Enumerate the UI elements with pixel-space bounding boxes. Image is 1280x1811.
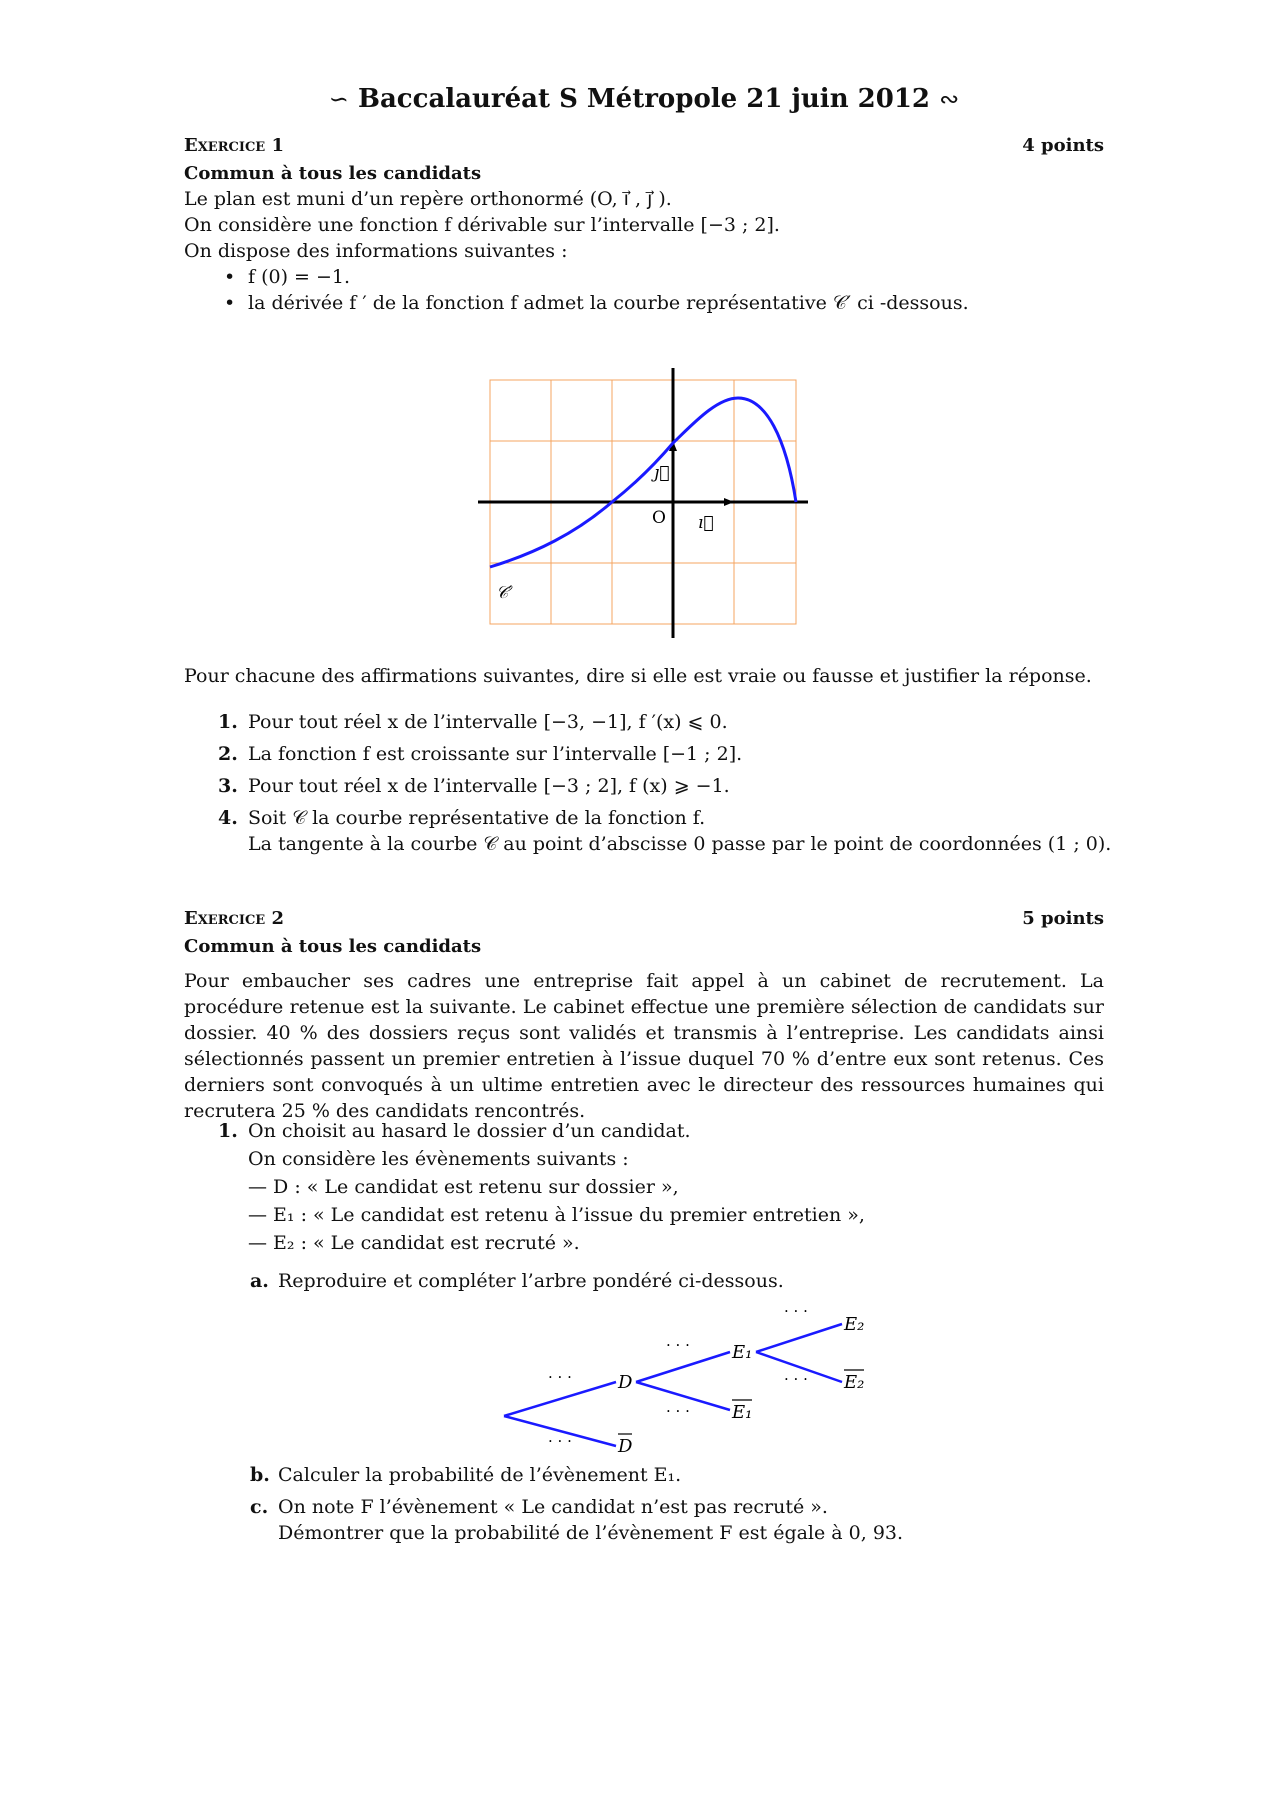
title-text: Baccalauréat S Métropole 21 juin 2012 [357,84,931,114]
node-E1bar: E₁ [732,1402,753,1423]
exercise1-audience: Commun à tous les candidats [184,163,482,184]
page-title [184,86,1104,112]
question-4-continued: La tangente à la courbe 𝒞 au point d’abscisse 0 passe par le point de coordonnées (1 ; 0). [248,833,1112,855]
weight-D-E1bar: · · · [666,1402,690,1420]
intro-line-1: Le plan est muni d’un repère orthonormé (O, i⃗ , j⃗ ). [184,188,672,210]
node-E2bar: E₂ [844,1372,865,1393]
exercise2-header [184,906,1104,960]
question-item: 3. Pour tout réel x de l’intervalle [−3 ; 2], f (x) ⩾ −1. [218,775,730,797]
question-item: 1. On choisit au hasard le dossier d’un candidat. [218,1120,691,1142]
event-item: — E₁ : « Le candidat est retenu à l’issue du premier entretien », [248,1204,865,1226]
subquestion-a: a. Reproduire et compléter l’arbre pondéré ci-dessous. [250,1270,784,1292]
branch-D-E1 [636,1352,730,1382]
unit-vector-j [669,441,677,502]
exercise1-intro [184,186,1104,316]
question-intro: Pour chacune des affirmations suivantes, dire si elle est vraie ou fausse et justifier la réponse. [184,665,1092,687]
exercise2-points: 5 points [1022,908,1104,929]
question-1-continued: On considère les évènements suivants : [248,1148,629,1170]
intro-line-2: On considère une fonction f dérivable sur l’intervalle [−3 ; 2]. [184,214,780,236]
curve-label: 𝒞′ [496,583,513,603]
node-D: D [618,1372,633,1393]
node-Dbar: D [618,1436,633,1457]
exercise1-questions [184,663,1112,857]
bullet-item: • f (0) = −1. [224,266,351,288]
probability-tree [494,1296,1094,1466]
weight-E1-E2: · · · [784,1302,808,1320]
exercise2-paragraph: Pour embaucher ses cadres une entreprise fait appel à un cabinet de recrutement. La procédure retenue est la suivante. Le cabinet effectue une première sélection de candidats sur dossier. 40 % des dossiers reçus sont validés et transmis à l’entreprise. Les candidats ainsi sélectionnés passent un premier entretien à l’issue duquel 70 % d’entre eux sont retenus. Ces derniers sont convoqués à un ultime entretien avec le directeur des ressources humaines qui recrutera 25 % des candidats rencontrés. [184,970,1104,1122]
weight-root-Dbar: · · · [548,1432,572,1450]
subquestion-b: b. Calculer la probabilité de l’évènement E₁. [250,1464,682,1486]
exercise2-subquestions [184,1462,1104,1546]
ornament-right-icon: ∾ [939,85,960,113]
origin-label: O [652,508,666,528]
derivative-graph [476,368,816,640]
j-label: ȷ⃗ [654,463,670,483]
weight-D-E1: · · · [666,1336,690,1354]
bullet-item: • la dérivée f ′ de la fonction f admet la courbe représentative 𝒞′ ci -dessous. [224,292,969,314]
intro-line-3: On dispose des informations suivantes : [184,240,568,262]
exercise2-audience: Commun à tous les candidats [184,936,482,957]
branch-E1-E2 [756,1324,842,1352]
exercise1-header [184,133,1104,187]
exercise2-questions [184,1118,1104,1294]
exercise2-name: Exercice 2 [184,908,284,929]
node-E2: E₂ [844,1314,865,1335]
exercise1-points: 4 points [1022,135,1104,156]
question-item: 1. Pour tout réel x de l’intervalle [−3, −1], f ′(x) ⩽ 0. [218,711,728,733]
weight-E1-E2bar: · · · [784,1370,808,1388]
subquestion-c: c. On note F l’évènement « Le candidat n’est pas recruté ». [250,1496,828,1518]
event-item: — E₂ : « Le candidat est recruté ». [248,1232,580,1254]
ornament-left-icon: ∽ [328,85,349,113]
event-item: — D : « Le candidat est retenu sur dossier », [248,1176,679,1198]
question-item: 4. Soit 𝒞 la courbe représentative de la fonction f. [218,807,706,829]
unit-vector-i [673,498,734,506]
i-label: ı⃗ [698,513,714,533]
node-E1: E₁ [732,1342,753,1363]
subquestion-c-continued: Démontrer que la probabilité de l’évènement F est égale à 0, 93. [278,1522,904,1544]
exercise1-name: Exercice 1 [184,135,284,156]
question-item: 2. La fonction f est croissante sur l’intervalle [−1 ; 2]. [218,743,743,765]
weight-root-D: · · · [548,1368,572,1386]
branch-root-D [504,1382,616,1416]
curve-c-prime [490,398,796,567]
